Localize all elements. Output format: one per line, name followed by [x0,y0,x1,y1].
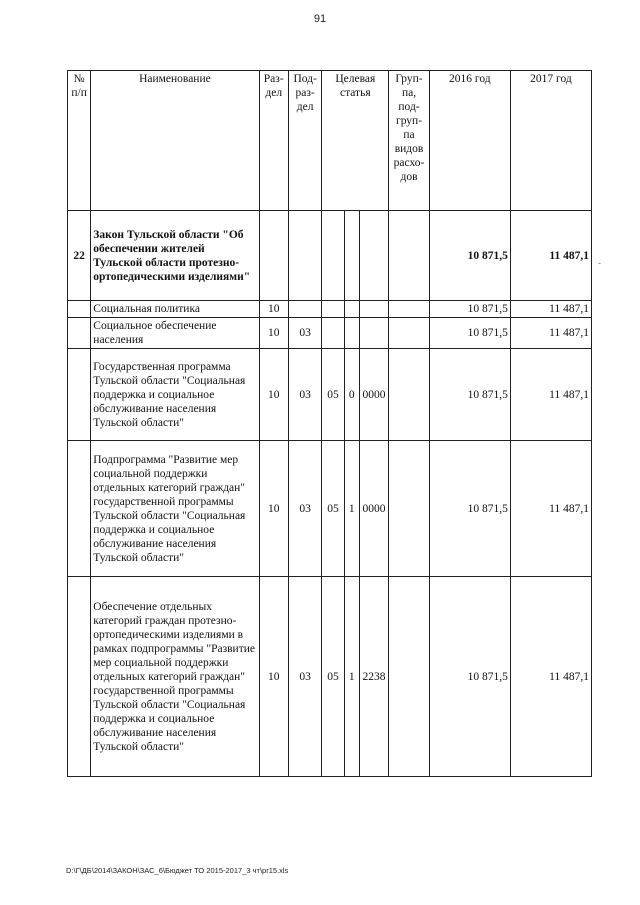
row-podrazdel: 03 [288,441,321,577]
row-cs2 [344,301,359,318]
row-num [68,301,91,318]
row-name: Закон Тульской области "Об обеспечении жителей Тульской области протезно-ортопедическими изделиями" [91,211,259,301]
row-2017: 11 487,1 [510,301,591,318]
row-2016: 10 871,5 [429,211,510,301]
row-razdel: 10 [259,349,288,441]
row-cs3 [359,301,388,318]
row-cs1: 05 [322,577,344,777]
page-number: 91 [313,13,327,25]
footer-file-path: D:\Г\ДБ\2014\ЗАКОН\ЗАС_6\Бюджет ТО 2015-2017_3 чт\pr15.xls [66,866,289,875]
header-celevaya: Целевая статья [322,71,389,211]
row-cs2: 0 [344,349,359,441]
row-cs3 [359,318,388,349]
row-gruppa [389,211,430,301]
row-num [68,318,91,349]
row-cs1 [322,301,344,318]
table-header-row [68,71,592,211]
header-gruppa: Груп-па, под-груп-па видов расхо-дов [389,71,430,211]
header-num: № п/п [68,71,91,211]
table-row [68,211,592,301]
row-gruppa [389,301,430,318]
header-razdel: Раз-дел [259,71,288,211]
row-num [68,441,91,577]
table-row [68,349,592,441]
header-2017: 2017 год [510,71,591,211]
row-cs1 [322,211,344,301]
row-razdel: 10 [259,441,288,577]
row-cs1: 05 [322,441,344,577]
header-name: Наименование [91,71,259,211]
row-cs3 [359,211,388,301]
row-name: Социальная политика [91,301,259,318]
edge-mark: - [598,258,601,268]
row-2016: 10 871,5 [429,349,510,441]
row-cs3: 0000 [359,441,388,577]
budget-table [67,70,592,777]
row-podrazdel: 03 [288,349,321,441]
table-row [68,577,592,777]
row-cs1 [322,318,344,349]
row-name: Социальное обеспечение населения [91,318,259,349]
row-2017: 11 487,1 [510,441,591,577]
row-2017: 11 487,1 [510,349,591,441]
row-podrazdel: 03 [288,577,321,777]
table-row [68,441,592,577]
row-podrazdel [288,301,321,318]
row-2016: 10 871,5 [429,318,510,349]
row-podrazdel: 03 [288,318,321,349]
row-num: 22 [68,211,91,301]
row-gruppa [389,577,430,777]
row-name: Обеспечение отдельных категорий граждан протезно-ортопедическими изделиями в рамках подпрограммы "Развитие мер социальной поддержки отдельных категорий граждан" государственной программы Тульской области "Социальная поддержка и социальное обслуживание населения Тульской области" [91,577,259,777]
row-2016: 10 871,5 [429,441,510,577]
table-row [68,301,592,318]
row-cs2 [344,318,359,349]
row-podrazdel [288,211,321,301]
row-cs3: 2238 [359,577,388,777]
table-row [68,318,592,349]
row-gruppa [389,349,430,441]
row-cs1: 05 [322,349,344,441]
row-gruppa [389,441,430,577]
row-2016: 10 871,5 [429,577,510,777]
row-num [68,349,91,441]
row-razdel: 10 [259,318,288,349]
header-podrazdel: Под-раз-дел [288,71,321,211]
row-cs2: 1 [344,577,359,777]
row-2017: 11 487,1 [510,577,591,777]
row-cs2: 1 [344,441,359,577]
row-razdel: 10 [259,577,288,777]
row-cs3: 0000 [359,349,388,441]
row-num [68,577,91,777]
row-2017: 11 487,1 [510,318,591,349]
row-2017: 11 487,1 [510,211,591,301]
row-razdel [259,211,288,301]
row-name: Государственная программа Тульской области "Социальная поддержка и социальное обслуживание населения Тульской области" [91,349,259,441]
row-gruppa [389,318,430,349]
row-razdel: 10 [259,301,288,318]
row-2016: 10 871,5 [429,301,510,318]
header-2016: 2016 год [429,71,510,211]
row-cs2 [344,211,359,301]
row-name: Подпрограмма "Развитие мер социальной поддержки отдельных категорий граждан" государственной программы Тульской области "Социальная поддержка и социальное обслуживание населения Тульской области" [91,441,259,577]
